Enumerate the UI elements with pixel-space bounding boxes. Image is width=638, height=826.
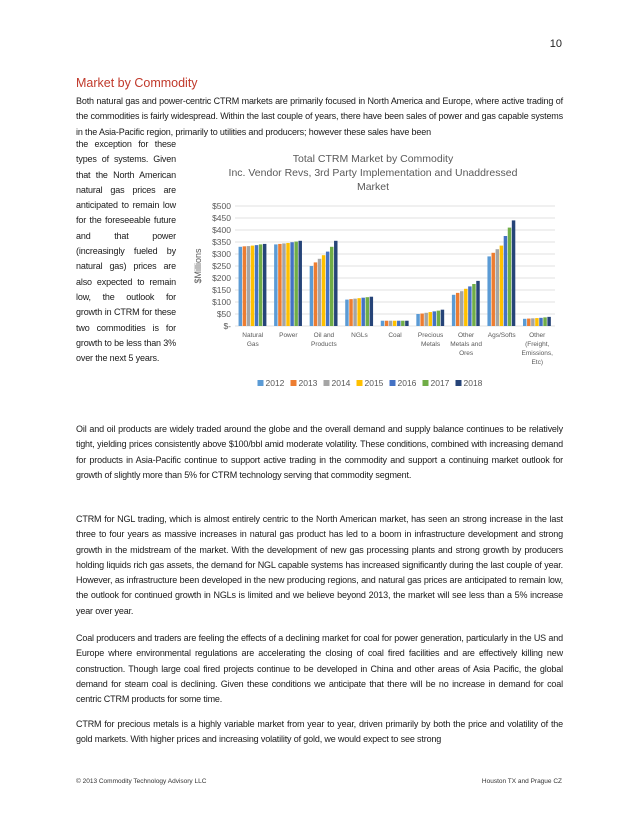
bar [424, 313, 427, 326]
bar [397, 321, 400, 326]
legend-label: 2012 [265, 378, 285, 388]
bar [345, 300, 348, 326]
bar [492, 253, 495, 326]
y-tick-label: $200 [212, 273, 231, 283]
bar [416, 314, 419, 326]
chart-title-line: Total CTRM Market by Commodity [292, 153, 454, 165]
bar [366, 297, 369, 326]
bar [259, 244, 262, 326]
bar [441, 310, 444, 326]
bar [239, 247, 242, 326]
x-category-label: Products [311, 341, 337, 348]
bar [381, 321, 384, 326]
bar [385, 321, 388, 326]
legend-swatch [423, 380, 429, 386]
bar [496, 249, 499, 326]
bar [314, 262, 317, 326]
bar [531, 318, 534, 326]
legend-label: 2015 [364, 378, 384, 388]
coal-paragraph: Coal producers and traders are feeling the effects of a declining market for coal for power generation, particularly in the US and Europe where environmental regulations are accelerating the closing of coal fired facilities and are effectively killing new construction. Though large coal fired projects continue to be developed in China and other areas of Asia Pacific, the global demand for steam coal is declining. Given these conditions we anticipate that there will be no increase in demand for coal centric CTRM products for some time. [76, 633, 563, 705]
bar [353, 299, 356, 326]
x-category-label: Oil and [313, 332, 335, 339]
bar [464, 289, 467, 326]
y-tick-label: $50 [216, 309, 231, 319]
footer-copyright: © 2013 Commodity Technology Advisory LLC [76, 778, 207, 785]
y-tick-label: $300 [212, 249, 231, 259]
y-tick-label: $450 [212, 213, 231, 223]
bar [535, 318, 538, 326]
y-tick-label: $400 [212, 225, 231, 235]
bar [318, 259, 321, 326]
bar [500, 246, 503, 326]
chart-svg [183, 148, 563, 400]
bar [243, 246, 246, 326]
bar [452, 295, 455, 326]
bar [389, 321, 392, 326]
bar [330, 247, 333, 326]
bar [504, 236, 507, 326]
x-category-label: Power [279, 332, 298, 339]
footer-location: Houston TX and Prague CZ [481, 778, 562, 785]
wrap-paragraph: the exception for these types of systems. Given that the North American natural gas prices are anticipated to remain low for the foreseeable future and that power (increasingly fueled by natural gas) prices are also expected to remain low, the outlook for growth in CTRM for these two commodities is for growth to be less than 3% over the next 5 years. [76, 139, 176, 364]
x-category-label: Gas [246, 341, 259, 348]
bar [294, 242, 297, 326]
x-category-label: Ores [459, 350, 474, 357]
bar [247, 246, 250, 326]
bar [370, 297, 373, 326]
x-category-label: NGLs [351, 332, 368, 339]
legend-swatch [456, 380, 462, 386]
bar [290, 242, 293, 326]
x-category-label: Metals [420, 341, 441, 348]
y-tick-label: $100 [212, 297, 231, 307]
bar [420, 314, 423, 326]
bar [278, 244, 281, 326]
page-number: 10 [549, 38, 562, 50]
bar [476, 281, 479, 326]
bar [433, 311, 436, 326]
bar [393, 321, 396, 326]
bar [298, 241, 301, 326]
bar [251, 246, 254, 326]
bar [255, 245, 258, 326]
legend-label: 2016 [397, 378, 417, 388]
legend-label: 2013 [298, 378, 318, 388]
bar [508, 228, 511, 326]
legend-swatch [258, 380, 264, 386]
y-tick-label: $500 [212, 201, 231, 211]
bar [401, 321, 404, 326]
legend-swatch [291, 380, 297, 386]
x-category-label: Natural [242, 332, 264, 339]
y-tick-label: $350 [212, 237, 231, 247]
bar [547, 317, 550, 326]
bar [437, 311, 440, 326]
legend-label: 2018 [463, 378, 483, 388]
bar [263, 244, 266, 326]
bar [468, 286, 471, 326]
bar [310, 266, 313, 326]
bar [527, 319, 530, 326]
legend-swatch [324, 380, 330, 386]
bar [456, 293, 459, 326]
legend-swatch [357, 380, 363, 386]
bar [539, 318, 542, 326]
bar [487, 256, 490, 326]
y-tick-label: $- [223, 321, 231, 331]
bar [322, 255, 325, 326]
bar [357, 298, 360, 326]
commodity-bar-chart [183, 148, 563, 400]
intro-paragraph: Both natural gas and power-centric CTRM markets are primarily focused in North America and Europe, where active trading of the commodities is fairly widespread. Within the last couple of years, there have been sales of power and gas capable systems in the Asia-Pacific region, primarily to utilities and producers; however these sales have been [76, 96, 563, 137]
y-axis-label: $Millions [193, 248, 203, 284]
oil-paragraph: Oil and oil products are widely traded around the globe and the overall demand and supply balance continues to be relatively tight, yielding prices consistently above $100/bbl amid moderate volatility. These conditions, combined with increasing demand for products in Asia-Pacific continue to support active trading in the commodity and support a continuing market outlook for growth of slightly more than 5% for CTRM technology serving that commodity segment. [76, 424, 563, 480]
bar [472, 284, 475, 326]
y-tick-label: $150 [212, 285, 231, 295]
x-category-label: (Freight, [525, 341, 550, 348]
x-category-label: Precious [417, 332, 444, 339]
ngl-paragraph: CTRM for NGL trading, which is almost entirely centric to the North American market, has seen an strong increase in the last three to four years as massive increases in natural gas product has led to a boom in infrastructure development and strong growth in the midstream of the market. With the development of new gas processing plants and strong growth by producers holding liquids rich gas assets, the demand for NGL capable systems has increased significantly during the last couple of year. However, as infrastructure been developed in the new producing regions, and natural gas prices are anticipated to remain low, the outlook for continued growth in NGLs is limited and we believe beyond 2013, the market will see less than a 5% increase year over year. [76, 514, 563, 616]
bar [429, 312, 432, 326]
legend-label: 2014 [331, 378, 351, 388]
x-category-label: Ags/Softs [487, 332, 516, 339]
precious-metals-paragraph: CTRM for precious metals is a highly variable market from year to year, driven primarily by both the price and volatility of the gold markets. With higher prices and increasing volatility of gold, we would expect to see strong [76, 719, 563, 745]
x-category-label: Other [529, 332, 546, 339]
bar [405, 321, 408, 326]
bar [512, 220, 515, 326]
x-category-label: Coal [388, 332, 402, 339]
x-category-label: Metals and [450, 341, 483, 348]
bar [361, 298, 364, 326]
legend-label: 2017 [430, 378, 450, 388]
bar [334, 241, 337, 326]
x-category-label: Emissions, [521, 350, 553, 357]
bar [274, 244, 277, 326]
x-category-label: Other [457, 332, 475, 339]
section-heading: Market by Commodity [76, 76, 198, 90]
bar [523, 319, 526, 326]
bar [349, 299, 352, 326]
bar [286, 243, 289, 326]
chart-title-line: Inc. Vendor Revs, 3rd Party Implementation and Unaddressed [228, 167, 518, 179]
bar [460, 291, 463, 326]
chart-title-line: Market [356, 181, 390, 193]
y-tick-label: $250 [212, 261, 231, 271]
x-category-label: Etc) [531, 359, 544, 366]
bar [326, 252, 329, 326]
bar [543, 317, 546, 326]
bar [282, 243, 285, 326]
legend-swatch [390, 380, 396, 386]
